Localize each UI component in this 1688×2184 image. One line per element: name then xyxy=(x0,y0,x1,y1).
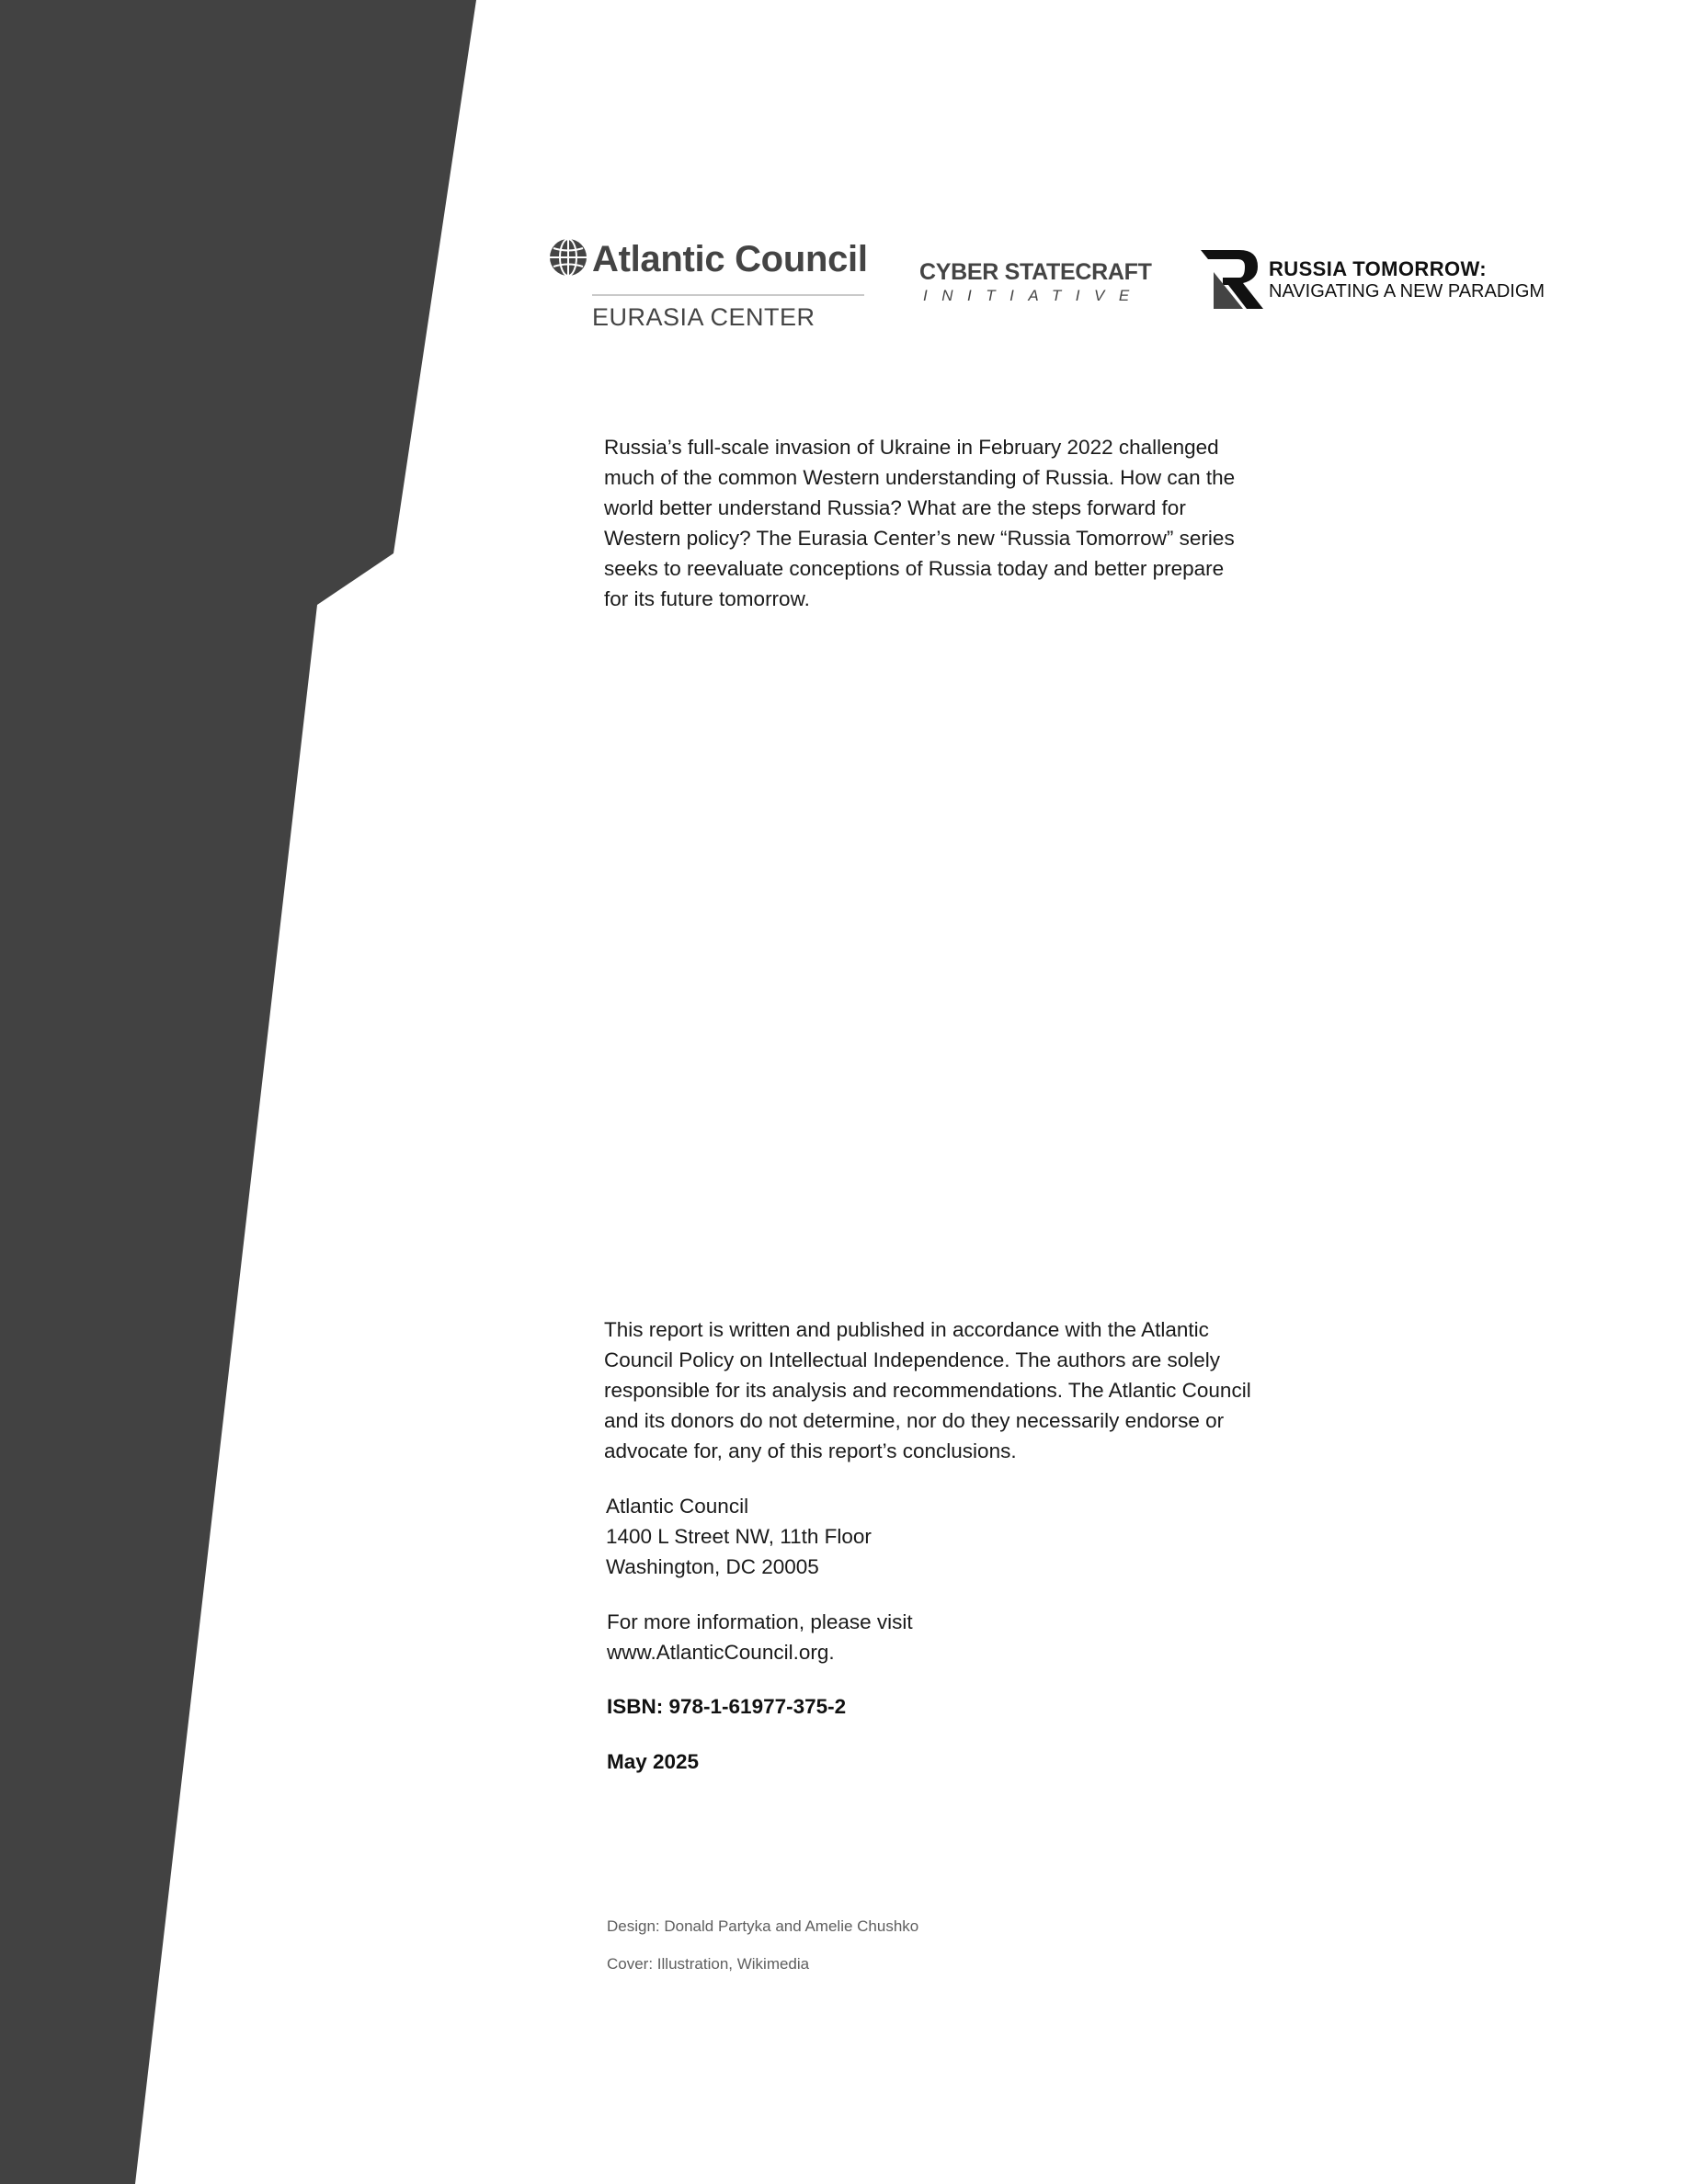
atlantic-council-name: Atlantic Council xyxy=(592,239,868,279)
more-info-block xyxy=(607,1607,913,1667)
cyber-statecraft-name: CYBER STATECRAFT xyxy=(919,259,1152,285)
eurasia-center-label: EURASIA CENTER xyxy=(592,303,815,331)
russia-tomorrow-title: RUSSIA TOMORROW: xyxy=(1269,257,1487,280)
address-org: Atlantic Council xyxy=(606,1495,749,1518)
atlantic-council-logo xyxy=(548,237,870,338)
r-monogram-icon xyxy=(1201,246,1265,313)
globe-icon xyxy=(548,237,588,278)
address-block xyxy=(606,1491,872,1582)
cover-credit: Cover: Illustration, Wikimedia xyxy=(607,1955,810,1973)
series-intro-paragraph: Russia’s full-scale invasion of Ukraine in February 2022 challenged much of the common Western understanding of Russia. How can the world better understand Russia? What are the steps forward for Western policy? The Eurasia Center’s new “Russia Tomorrow” series seeks to reevaluate conceptions of Russia today and better prepare for its future tomorrow. xyxy=(604,436,1236,610)
independence-disclaimer: This report is written and published in accordance with the Atlantic Council Policy on Intellectual Independence. The authors are solely responsible for its analysis and recommendations. The Atlantic Council and its donors do not determine, nor do they necessarily endorse or advocate for, any of this report’s conclusions. xyxy=(604,1318,1251,1462)
more-info-text: For more information, please visit xyxy=(607,1610,913,1633)
address-city: Washington, DC 20005 xyxy=(606,1555,819,1578)
address-street: 1400 L Street NW, 11th Floor xyxy=(606,1525,872,1548)
website-link[interactable]: www.AtlanticCouncil.org. xyxy=(607,1641,835,1664)
cyber-statecraft-sub: INITIATIVE xyxy=(923,287,1144,304)
russia-tomorrow-logo xyxy=(1201,246,1568,314)
publication-date: May 2025 xyxy=(607,1750,700,1773)
cyber-statecraft-logo xyxy=(919,259,1152,314)
isbn: ISBN: 978-1-61977-375-2 xyxy=(607,1695,847,1718)
russia-tomorrow-subtitle: NAVIGATING A NEW PARADIGM xyxy=(1269,281,1545,301)
logo-divider xyxy=(592,294,864,296)
design-credit: Design: Donald Partyka and Amelie Chushko xyxy=(607,1917,919,1935)
